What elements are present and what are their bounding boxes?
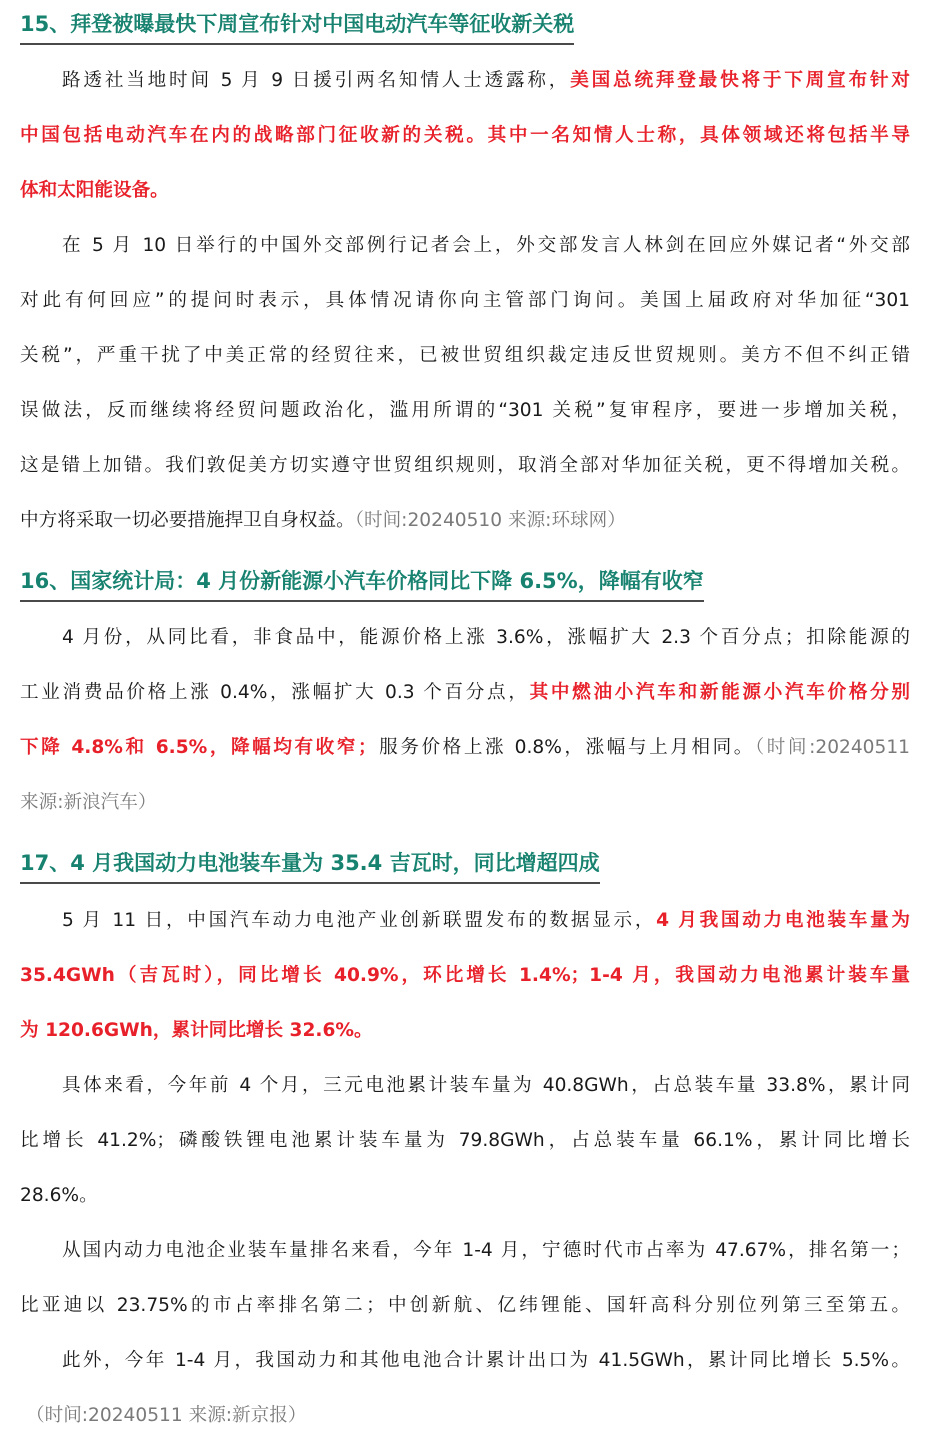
section-15-heading [20, 6, 574, 42]
paragraph-line [62, 904, 910, 938]
heading-underline [20, 882, 600, 884]
paragraph-line [20, 504, 910, 538]
source-note: （时间:20240511 来源:新京报） [26, 1405, 307, 1426]
section-15-heading-text: 15、拜登被曝最快下周宣布针对中国电动汽车等征收新关税 [20, 12, 575, 36]
highlight-text: 下降 4.8%和 6.5%，降幅均有收窄； [20, 737, 377, 758]
paragraph-line: 误做法，反而继续将经贸问题政治化，滥用所谓的“301 关税”复审程序，要进一步增加关税， [20, 400, 910, 421]
text-span: 服务价格上涨 0.8%，涨幅与上月相同。 [376, 737, 755, 758]
source-note: （时间:20240510 来源:环球网） [354, 510, 626, 531]
paragraph-line: 关税”，严重干扰了中美正常的经贸往来，已被世贸组织裁定违反世贸规则。美方不但不纠正错 [20, 345, 910, 366]
section-17-heading [20, 845, 600, 881]
source-note: （时间:20240511 [754, 737, 910, 758]
paragraph-line [62, 64, 910, 98]
text-span: 路透社当地时间 5 月 9 日援引两名知情人士透露称， [62, 70, 571, 91]
heading-underline [20, 600, 704, 602]
highlight-line: 体和太阳能设备。 [20, 180, 169, 201]
highlight-line: 为 120.6GWh，累计同比增长 32.6%。 [20, 1020, 373, 1041]
paragraph-line: 从国内动力电池企业装车量排名来看，今年 1-4 月，宁德时代市占率为 47.67%，排名第一； [62, 1240, 910, 1261]
section-16-heading-text: 16、国家统计局：4 月份新能源小汽车价格同比下降 6.5%，降幅有收窄 [20, 569, 704, 593]
text-span: 中方将采取一切必要措施捍卫自身权益。 [20, 510, 355, 531]
text-span: 5 月 11 日，中国汽车动力电池产业创新联盟发布的数据显示， [62, 910, 657, 931]
paragraph-line: 在 5 月 10 日举行的中国外交部例行记者会上，外交部发言人林剑在回应外媒记者“外交部 [62, 235, 910, 256]
paragraph-line: 具体来看，今年前 4 个月，三元电池累计装车量为 40.8GWh，占总装车量 33.8%，累计同 [62, 1075, 910, 1096]
highlight-line: 35.4GWh（吉瓦时），同比增长 40.9%，环比增长 1.4%；1-4 月，我国动力电池累计装车量 [20, 965, 910, 986]
section-16-heading [20, 563, 704, 599]
paragraph-line: 比增长 41.2%；磷酸铁锂电池累计装车量为 79.8GWh，占总装车量 66.1%，累计同比增长 [20, 1130, 910, 1151]
paragraph-line [20, 676, 910, 710]
highlight-text: 4 月我国动力电池装车量为 [656, 910, 910, 931]
highlight-line: 中国包括电动汽车在内的战略部门征收新的关税。其中一名知情人士称，具体领域还将包括半导 [20, 125, 910, 146]
paragraph-line: 此外，今年 1-4 月，我国动力和其他电池合计累计出口为 41.5GWh，累计同比增长 5.5%。 [62, 1350, 910, 1371]
paragraph-line: 这是错上加错。我们敦促美方切实遵守世贸组织规则，取消全部对华加征关税，更不得增加关税。 [20, 455, 910, 476]
text-span: 工业消费品价格上涨 0.4%，涨幅扩大 0.3 个百分点， [20, 682, 530, 703]
highlight-text: 美国总统拜登最快将于下周宣布针对 [570, 70, 910, 91]
paragraph-line: 对此有何回应”的提问时表示，具体情况请你向主管部门询问。美国上届政府对华加征“301 [20, 290, 910, 311]
paragraph-line [20, 731, 910, 765]
source-note: 来源:新浪汽车） [20, 792, 157, 813]
heading-underline [20, 43, 574, 45]
section-17-heading-text: 17、4 月我国动力电池装车量为 35.4 吉瓦时，同比增超四成 [20, 851, 600, 875]
paragraph-line: 比亚迪以 23.75%的市占率排名第二；中创新航、亿纬锂能、国轩高科分别位列第三至第五。 [20, 1295, 910, 1316]
paragraph-line: 4 月份，从同比看，非食品中，能源价格上涨 3.6%，涨幅扩大 2.3 个百分点；扣除能源的 [62, 627, 911, 648]
highlight-text: 其中燃油小汽车和新能源小汽车价格分别 [529, 682, 910, 703]
paragraph-line: 28.6%。 [20, 1185, 98, 1206]
